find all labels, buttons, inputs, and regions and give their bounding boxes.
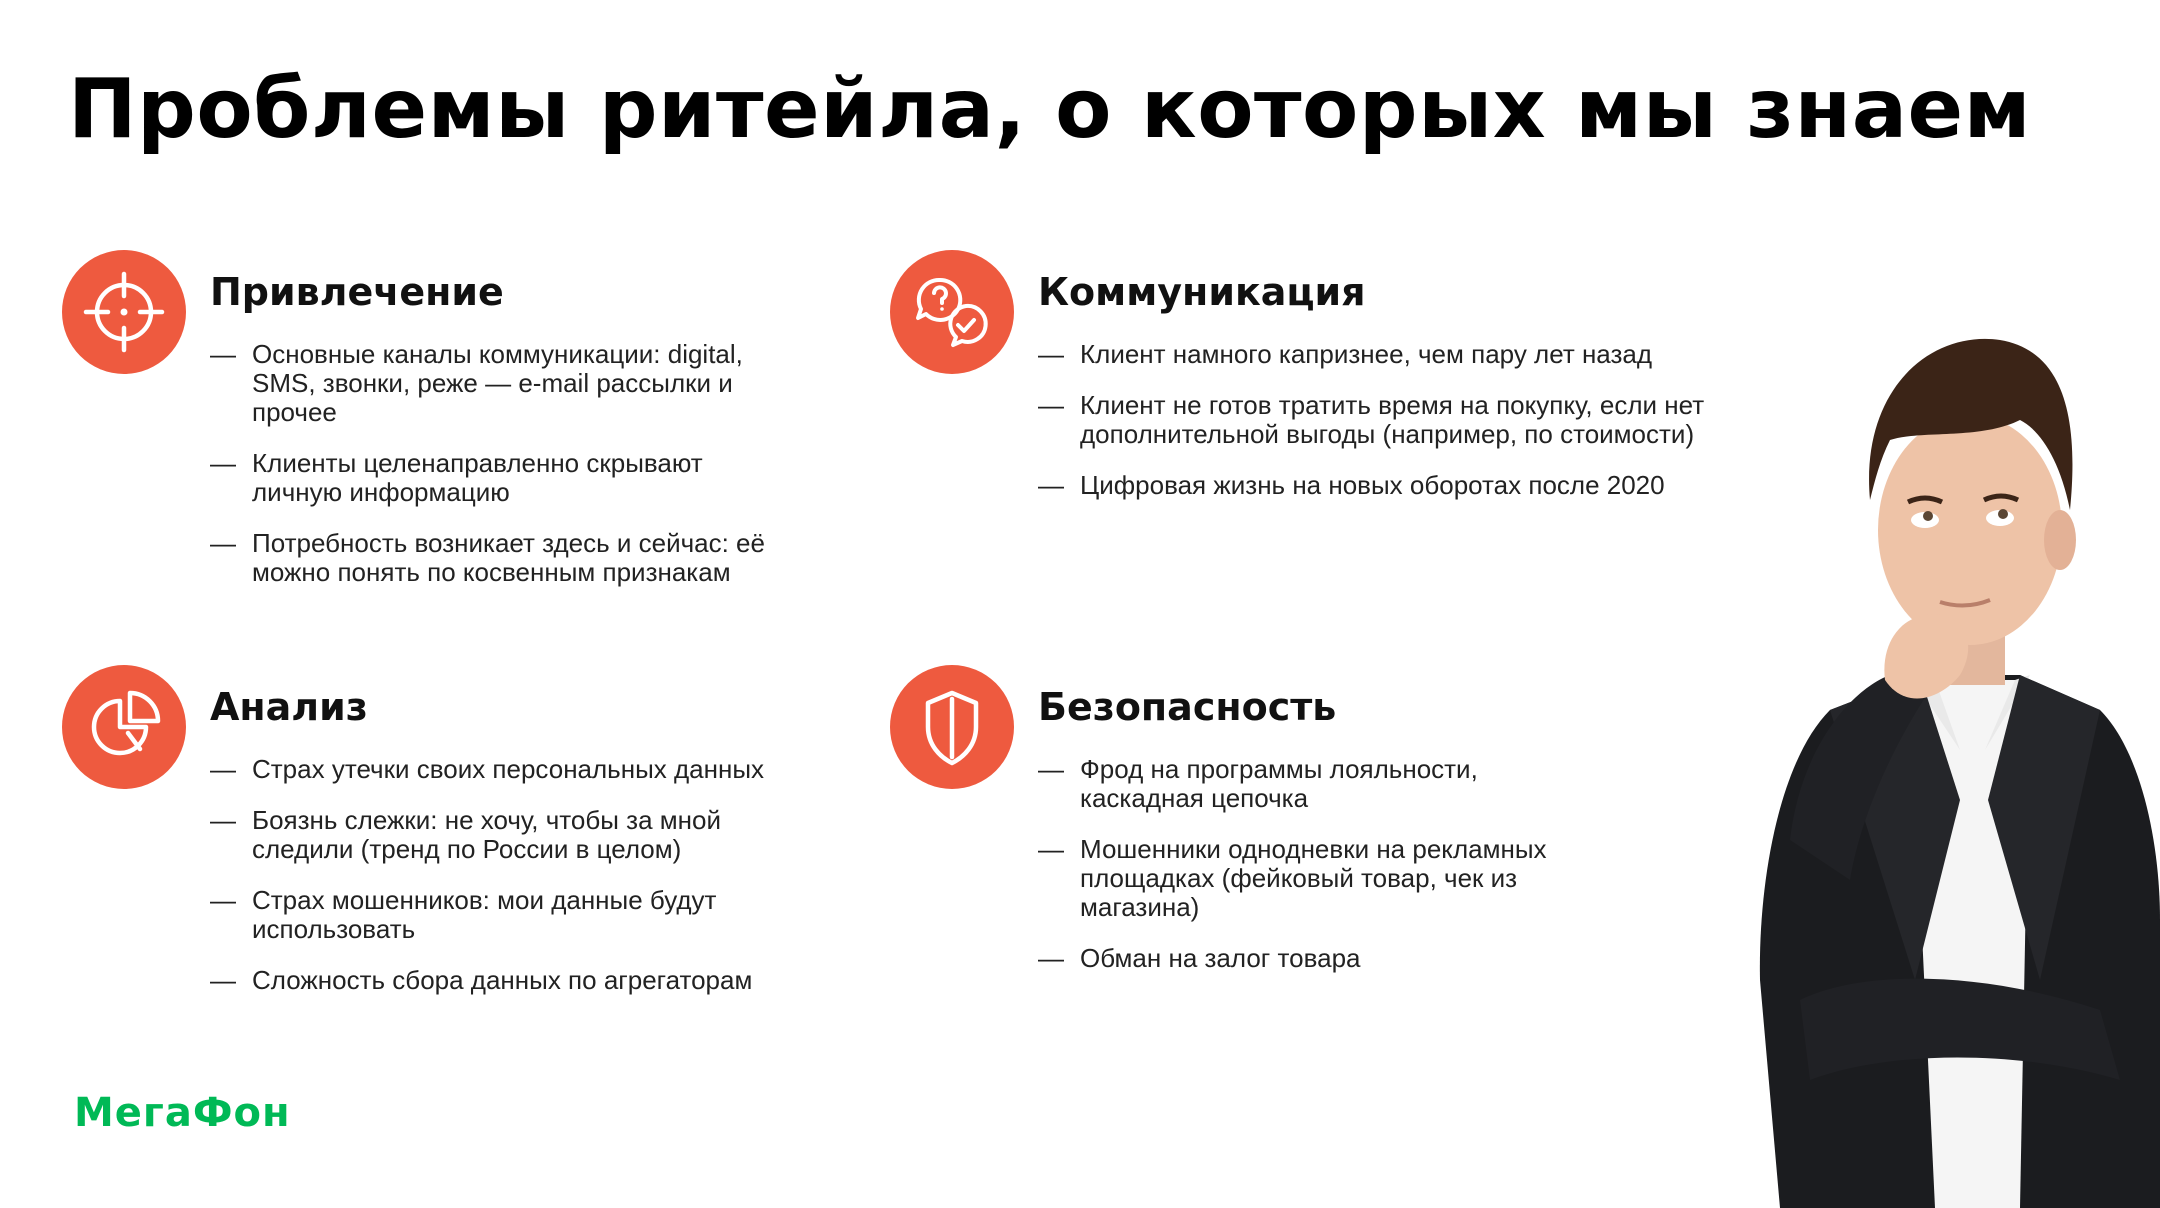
section-title: Коммуникация — [1038, 270, 1366, 314]
list-item: — Клиент не готов тратить время на покупку, если нет дополнительной выгоды (например, по стоимости) — [1038, 391, 1740, 449]
section-title: Привлечение — [210, 270, 504, 314]
bullet-list — [210, 340, 890, 609]
list-item: — Боязнь слежки: не хочу, чтобы за мной следили (тренд по России в целом) — [210, 806, 772, 864]
list-item: — Страх мошенников: мои данные будут использовать — [210, 886, 722, 944]
section-title: Анализ — [210, 685, 368, 729]
bullet-list — [1038, 340, 1718, 522]
list-item: — Клиенты целенаправленно скрывают личную информацию — [210, 449, 752, 507]
list-item: — Цифровая жизнь на новых оборотах после 2020 — [1038, 471, 1760, 500]
target-icon — [62, 250, 186, 374]
megafon-logo: МегаФон — [74, 1090, 291, 1136]
list-item: — Основные каналы коммуникации: digital, SMS, звонки, реже — e-mail рассылки и прочее — [210, 340, 792, 427]
businessman-photo — [1720, 280, 2160, 1208]
list-item: — Потребность возникает здесь и сейчас: её можно понять по косвенным признакам — [210, 529, 812, 587]
list-item: — Обман на залог товара — [1038, 944, 1680, 973]
list-item: — Сложность сбора данных по агрегаторам — [210, 966, 892, 995]
page-title: Проблемы ритейла, о которых мы знаем — [68, 62, 2032, 157]
bullet-list — [210, 755, 890, 1017]
list-item: — Страх утечки своих персональных данных — [210, 755, 892, 784]
pie-chart-icon — [62, 665, 186, 789]
section-title: Безопасность — [1038, 685, 1337, 729]
list-item: — Мошенники однодневки на рекламных площадках (фейковый товар, чек из магазина) — [1038, 835, 1550, 922]
list-item: — Клиент намного капризнее, чем пару лет назад — [1038, 340, 1760, 369]
bullet-list — [1038, 755, 1718, 995]
list-item: — Фрод на программы лояльности, каскадная цепочка — [1038, 755, 1540, 813]
shield-icon — [890, 665, 1014, 789]
chat-bubbles-icon — [890, 250, 1014, 374]
